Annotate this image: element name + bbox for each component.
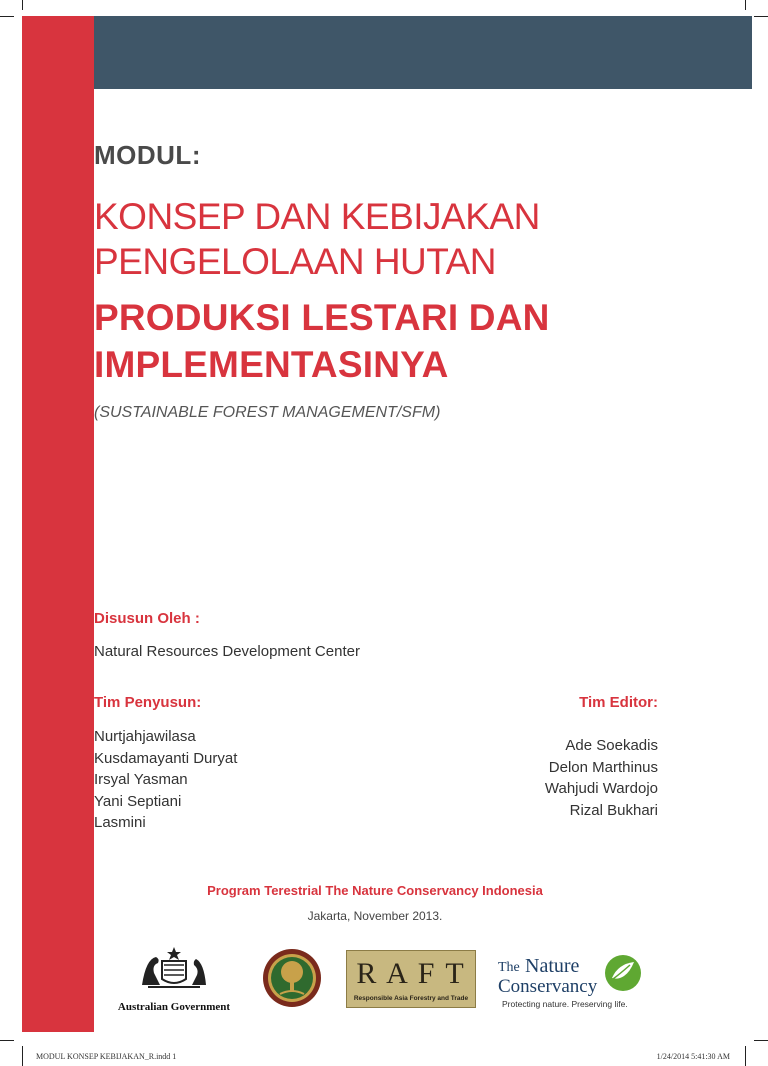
australian-government-logo	[112, 945, 236, 1011]
raft-logo	[346, 950, 476, 1008]
tnc-logo	[498, 952, 648, 1012]
crop-mark	[0, 16, 14, 17]
editor-name: Delon Marthinus	[548, 758, 658, 776]
place-date: Jakarta, November 2013.	[307, 909, 443, 923]
crop-mark	[745, 1046, 746, 1066]
tnc-conservancy: Conservancy	[498, 976, 598, 997]
crop-mark	[754, 16, 768, 17]
raft-tagline: Responsible Asia Forestry and Trade	[353, 995, 469, 1002]
crop-mark	[745, 0, 746, 10]
raft-letters: R A F T	[356, 957, 466, 990]
title-line-2: PENGELOLAAN HUTAN	[94, 241, 497, 282]
subtitle: (SUSTAINABLE FOREST MANAGEMENT/SFM)	[94, 404, 441, 421]
forestry-seal-icon	[262, 948, 322, 1008]
editors-list	[545, 735, 658, 821]
crop-mark	[22, 0, 23, 10]
title-line-4: IMPLEMENTASINYA	[94, 344, 449, 385]
footer-file: MODUL KONSEP KEBIJAKAN_R.indd 1	[36, 1052, 177, 1061]
tnc-the: The	[498, 960, 520, 975]
crop-mark	[0, 1040, 14, 1041]
authors-heading: Tim Penyusun:	[94, 694, 202, 711]
author-name: Nurtjahjawilasa	[94, 728, 196, 745]
title-line-1: KONSEP DAN KEBIJAKAN	[94, 196, 540, 237]
header-band	[94, 16, 752, 89]
australian-government-text: Australian Government	[117, 1001, 231, 1013]
module-label: MODUL:	[94, 140, 201, 170]
author-name: Yani Septiani	[94, 792, 182, 810]
author-name: Irsyal Yasman	[94, 771, 188, 788]
coat-of-arms-icon	[112, 945, 236, 991]
author-name: Lasmini	[94, 814, 146, 831]
ministry-seal-logo	[262, 948, 322, 1008]
red-side-band	[22, 16, 94, 1032]
organization: Natural Resources Development Center	[94, 643, 360, 660]
tnc-nature: Nature	[525, 955, 580, 977]
crop-mark	[22, 1046, 23, 1066]
editor-name: Rizal Bukhari	[569, 801, 658, 819]
author-name: Kusdamayanti Duryat	[94, 749, 238, 767]
compiled-heading: Disusun Oleh :	[94, 610, 200, 627]
editor-name: Ade Soekadis	[565, 737, 658, 754]
tnc-tagline: Protecting nature. Preserving life.	[502, 999, 628, 1009]
crop-mark	[754, 1040, 768, 1041]
footer-timestamp: 1/24/2014 5:41:30 AM	[656, 1052, 730, 1061]
title-light	[94, 194, 540, 284]
globe-leaf-icon	[604, 954, 642, 992]
authors-list	[94, 726, 237, 834]
editor-name: Wahjudi Wardojo	[544, 780, 658, 797]
title-bold	[94, 294, 550, 388]
title-line-3: PRODUKSI LESTARI DAN	[94, 297, 550, 338]
program-name: Program Terestrial The Nature Conservancy Indonesia	[207, 883, 543, 898]
editors-heading: Tim Editor:	[579, 694, 658, 711]
